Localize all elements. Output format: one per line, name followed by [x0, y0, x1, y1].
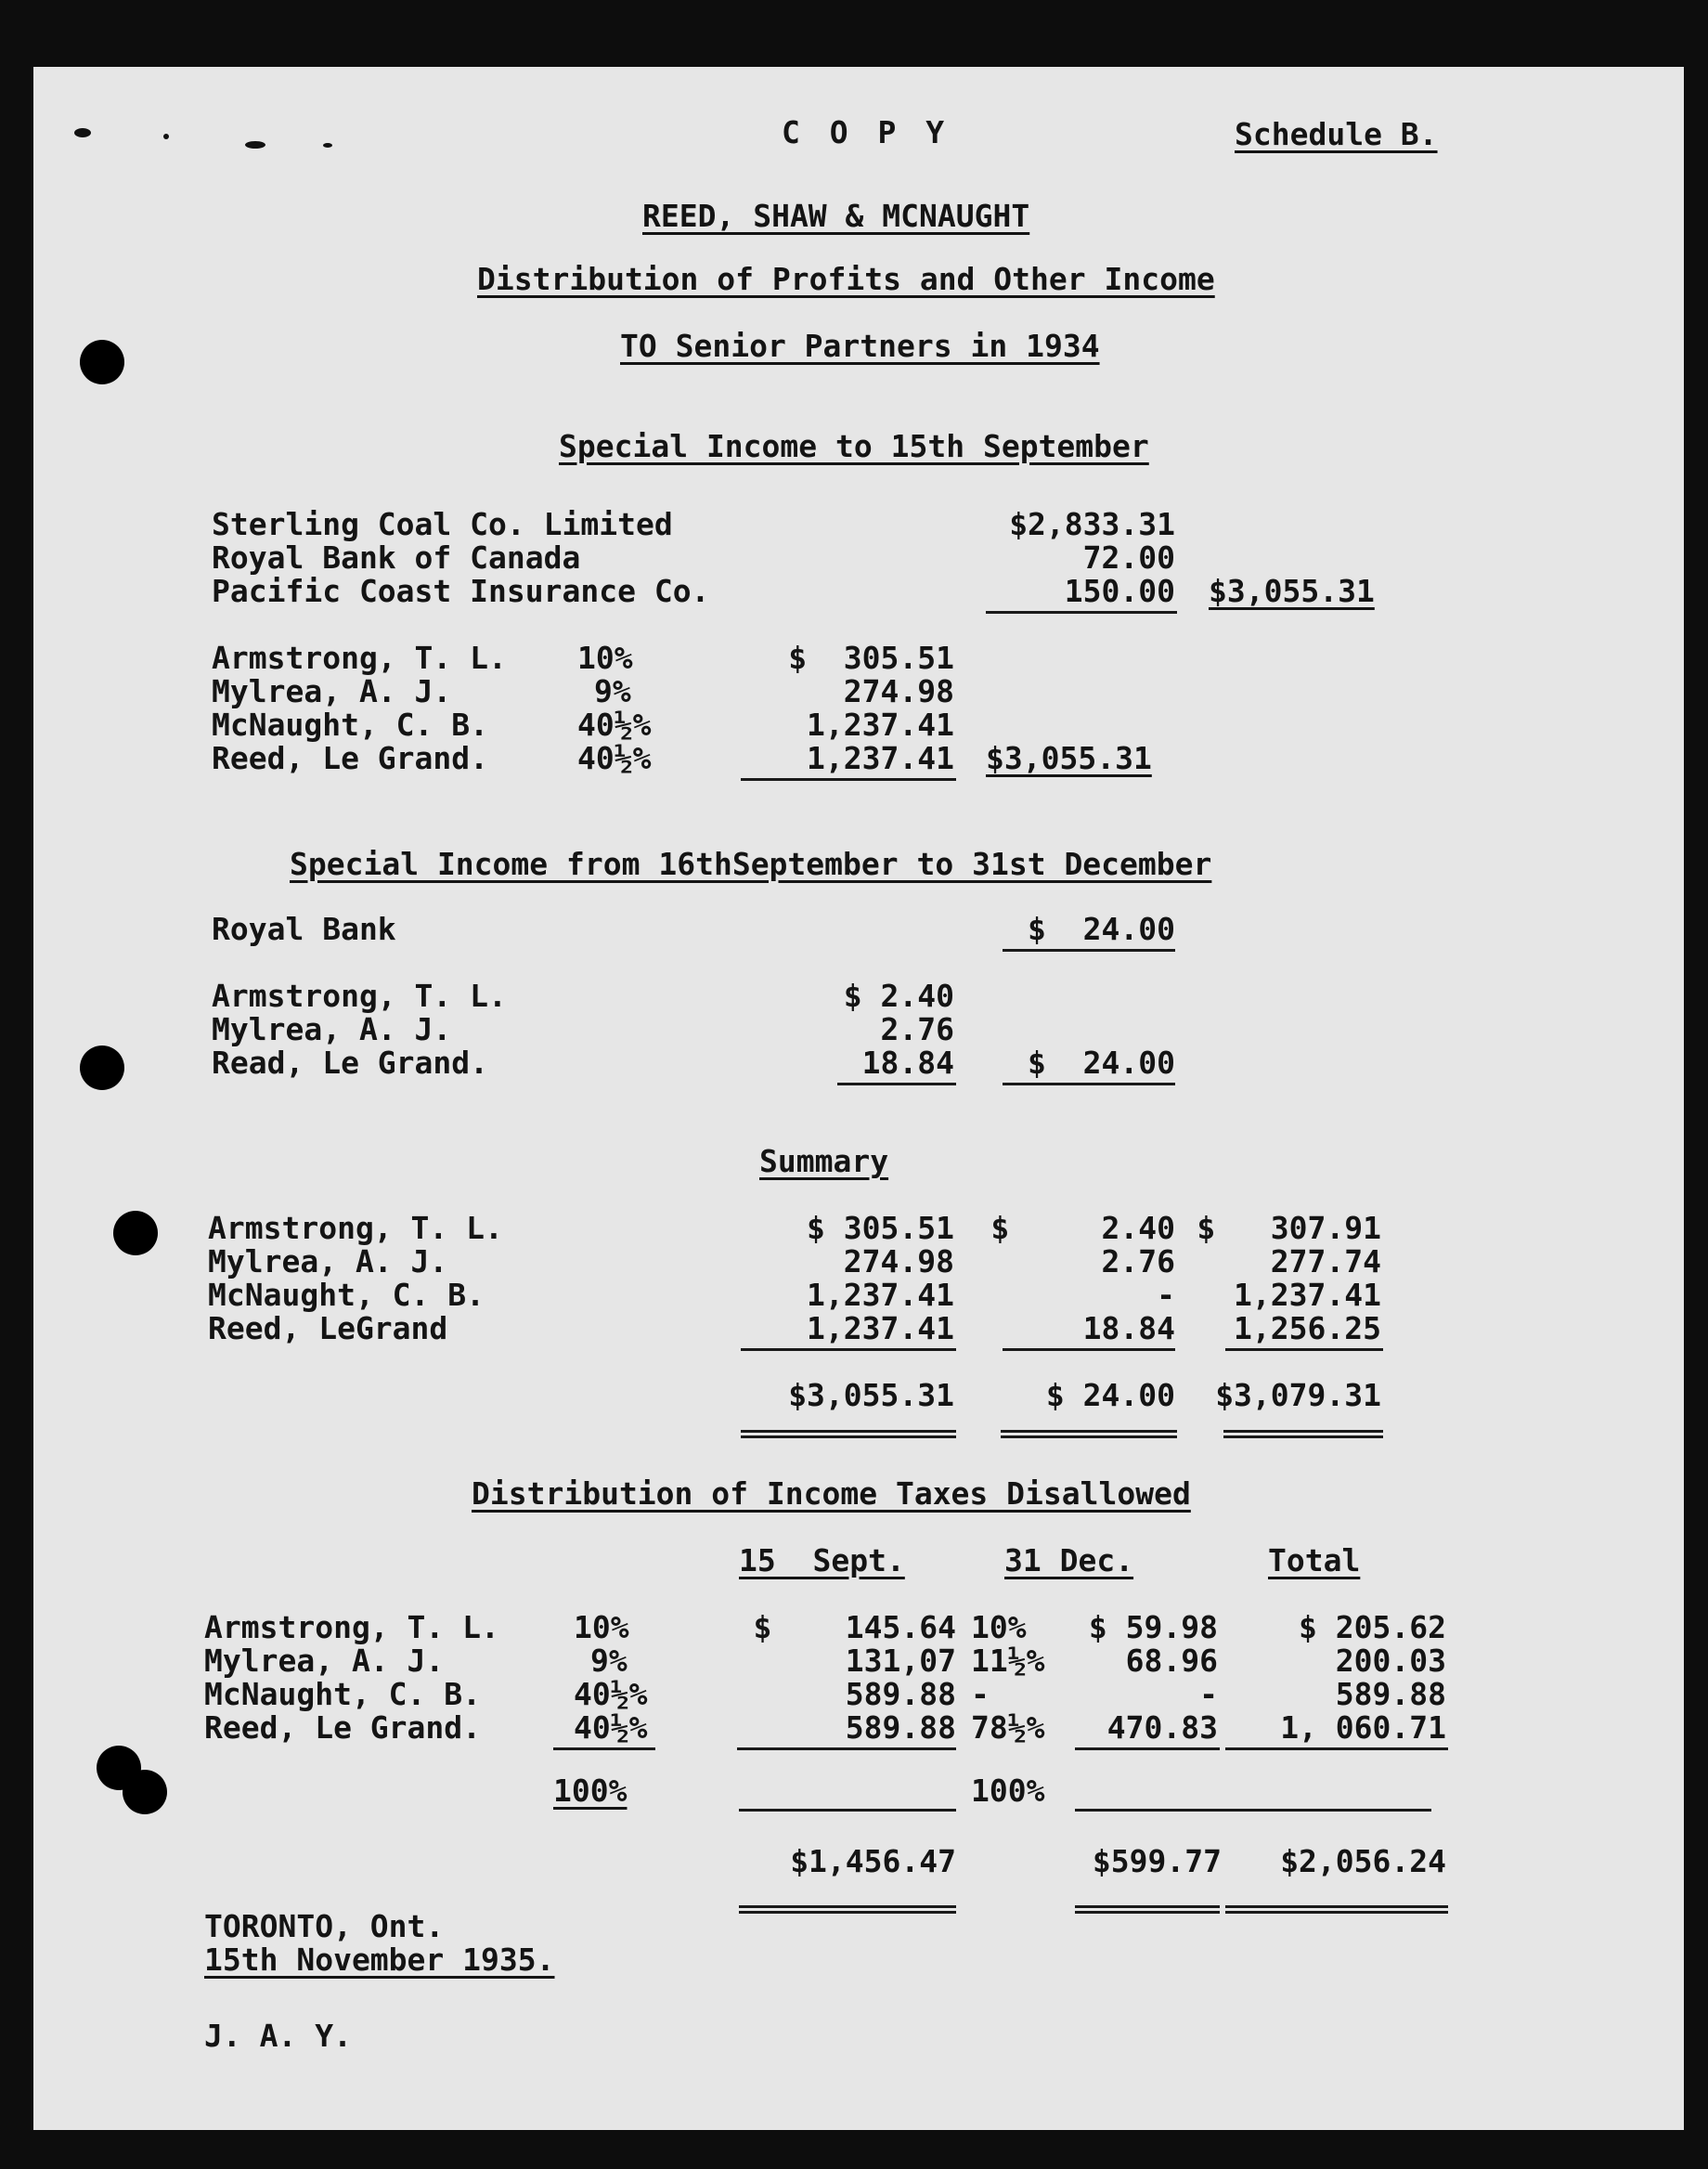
partner-pct: 40½% — [577, 707, 652, 743]
underline — [737, 1747, 956, 1750]
partner-amount: $ 305.51 — [788, 640, 954, 676]
tax-pct1: 40½% — [574, 1709, 648, 1746]
tax-sept: 589.88 — [845, 1709, 956, 1746]
col-header-sept: 15 Sept. — [739, 1542, 905, 1578]
double-rule — [739, 1905, 956, 1914]
tax-total: 589.88 — [1335, 1676, 1446, 1712]
tax-name: Mylrea, A. J. — [204, 1643, 445, 1679]
partner-amount: 2.76 — [880, 1011, 954, 1047]
tax-dec: - — [1199, 1676, 1218, 1712]
tax-total-dec: $599.77 — [1092, 1843, 1222, 1879]
underline — [1003, 1348, 1175, 1351]
underline — [1075, 1809, 1242, 1812]
underline — [1225, 1747, 1448, 1750]
summary-col-b: 18.84 — [1082, 1310, 1175, 1346]
underline — [741, 778, 956, 781]
ink-speck — [245, 141, 265, 149]
document-title: Distribution of Profits and Other Income — [477, 261, 1215, 297]
partners-total: $3,055.31 — [986, 740, 1152, 776]
underline — [1003, 1083, 1175, 1085]
tax-sept: 131,07 — [845, 1643, 956, 1679]
partner-name: Mylrea, A. J. — [212, 1011, 452, 1047]
punch-hole — [80, 340, 124, 384]
ink-speck — [74, 128, 91, 137]
tax-pct1: 10% — [574, 1609, 629, 1645]
firm-title: REED, SHAW & MCNAUGHT — [642, 198, 1030, 234]
summary-heading: Summary — [759, 1143, 889, 1179]
underline — [553, 1747, 655, 1750]
summary-col-a: 274.98 — [843, 1243, 954, 1279]
partner-amount: 1,237.41 — [807, 707, 954, 743]
underline — [1003, 949, 1175, 952]
tax-total: 1, 060.71 — [1280, 1709, 1446, 1746]
sources-total: $3,055.31 — [1209, 573, 1375, 609]
document-page — [33, 67, 1684, 2130]
partner-pct: 40½% — [577, 740, 652, 776]
tax-pct2: 10% — [971, 1609, 1027, 1645]
ink-speck — [163, 134, 169, 139]
partner-pct: 9% — [594, 673, 631, 709]
summary-total-a: $3,055.31 — [788, 1377, 954, 1413]
schedule-label: Schedule B. — [1235, 116, 1438, 152]
source-amount: $2,833.31 — [1009, 506, 1175, 542]
tax-dec: 68.96 — [1125, 1643, 1218, 1679]
punch-hole — [113, 1211, 158, 1255]
summary-total-b: $ 24.00 — [1045, 1377, 1175, 1413]
double-rule — [1075, 1905, 1220, 1914]
double-rule — [741, 1430, 956, 1438]
double-rule — [1001, 1430, 1177, 1438]
summary-col-a: $ 305.51 — [807, 1210, 954, 1246]
summary-col-a: 1,237.41 — [807, 1277, 954, 1313]
col-header-dec: 31 Dec. — [1004, 1542, 1134, 1578]
underline — [986, 611, 1177, 614]
partner-pct: 10% — [577, 640, 633, 676]
double-rule — [1223, 1430, 1383, 1438]
summary-col-a: 1,237.41 — [807, 1310, 954, 1346]
tax-pct2: - — [971, 1676, 990, 1712]
tax-total: $ 205.62 — [1299, 1609, 1446, 1645]
partner-amount: $ 2.40 — [843, 978, 954, 1014]
summary-name: Mylrea, A. J. — [208, 1243, 448, 1279]
summary-col-b: - — [1157, 1277, 1175, 1313]
source-amount: 72.00 — [1082, 539, 1175, 576]
tax-total: 200.03 — [1335, 1643, 1446, 1679]
source-name: Sterling Coal Co. Limited — [212, 506, 673, 542]
partner-amount: 18.84 — [861, 1045, 954, 1081]
tax-pct1: 9% — [590, 1643, 628, 1679]
tax-pct2: 11½% — [971, 1643, 1045, 1679]
tax-total-grand: $2,056.24 — [1280, 1843, 1446, 1879]
summary-name: Reed, LeGrand — [208, 1310, 448, 1346]
pct2-total: 100% — [971, 1773, 1045, 1809]
summary-total-c: $3,079.31 — [1215, 1377, 1381, 1413]
tax-total-sept: $1,456.47 — [790, 1843, 956, 1879]
source-amount: $ 24.00 — [1028, 911, 1175, 947]
tax-sept: $ 145.64 — [753, 1609, 956, 1645]
partner-amount: 274.98 — [843, 673, 954, 709]
summary-col-c: 1,256.25 — [1234, 1310, 1381, 1346]
copy-label: C O P Y — [782, 114, 951, 150]
pct1-total: 100% — [553, 1773, 628, 1809]
tax-name: Reed, Le Grand. — [204, 1709, 482, 1746]
summary-name: McNaught, C. B. — [208, 1277, 485, 1313]
underline — [741, 1348, 956, 1351]
source-name: Royal Bank of Canada — [212, 539, 581, 576]
footer-initials: J. A. Y. — [204, 2018, 352, 2054]
tax-name: McNaught, C. B. — [204, 1676, 482, 1712]
underline — [1225, 1348, 1383, 1351]
taxes-heading: Distribution of Income Taxes Disallowed — [472, 1475, 1191, 1512]
underline — [1225, 1809, 1431, 1812]
punch-hole — [123, 1770, 167, 1814]
footer-city: TORONTO, Ont. — [204, 1908, 445, 1944]
document-subtitle: TO Senior Partners in 1934 — [620, 328, 1100, 364]
tax-dec: 470.83 — [1106, 1709, 1218, 1746]
source-name: Pacific Coast Insurance Co. — [212, 573, 710, 609]
underline — [1075, 1747, 1220, 1750]
tax-name: Armstrong, T. L. — [204, 1609, 499, 1645]
partner-name: Reed, Le Grand. — [212, 740, 489, 776]
underline — [739, 1809, 956, 1812]
partner-name: Armstrong, T. L. — [212, 640, 507, 676]
summary-col-b: 2.76 — [1101, 1243, 1175, 1279]
section2-heading: Special Income from 16thSeptember to 31st December — [290, 846, 1212, 882]
partner-name: Mylrea, A. J. — [212, 673, 452, 709]
partner-name: McNaught, C. B. — [212, 707, 489, 743]
partners-total: $ 24.00 — [1028, 1045, 1175, 1081]
partner-amount: 1,237.41 — [807, 740, 954, 776]
summary-col-b: $ 2.40 — [990, 1210, 1175, 1246]
tax-sept: 589.88 — [845, 1676, 956, 1712]
summary-col-c: 277.74 — [1270, 1243, 1381, 1279]
underline — [837, 1083, 956, 1085]
summary-col-c: 1,237.41 — [1234, 1277, 1381, 1313]
section1-heading: Special Income to 15th September — [559, 428, 1149, 464]
tax-pct1: 40½% — [574, 1676, 648, 1712]
punch-hole — [80, 1046, 124, 1090]
source-amount: 150.00 — [1064, 573, 1175, 609]
double-rule — [1225, 1905, 1448, 1914]
col-header-total: Total — [1268, 1542, 1361, 1578]
footer-date: 15th November 1935. — [204, 1942, 555, 1978]
partner-name: Armstrong, T. L. — [212, 978, 507, 1014]
ink-speck — [323, 143, 332, 148]
tax-pct2: 78½% — [971, 1709, 1045, 1746]
source-name: Royal Bank — [212, 911, 396, 947]
tax-dec: $ 59.98 — [1088, 1609, 1218, 1645]
summary-col-c: $ 307.91 — [1197, 1210, 1381, 1246]
summary-name: Armstrong, T. L. — [208, 1210, 503, 1246]
partner-name: Read, Le Grand. — [212, 1045, 489, 1081]
